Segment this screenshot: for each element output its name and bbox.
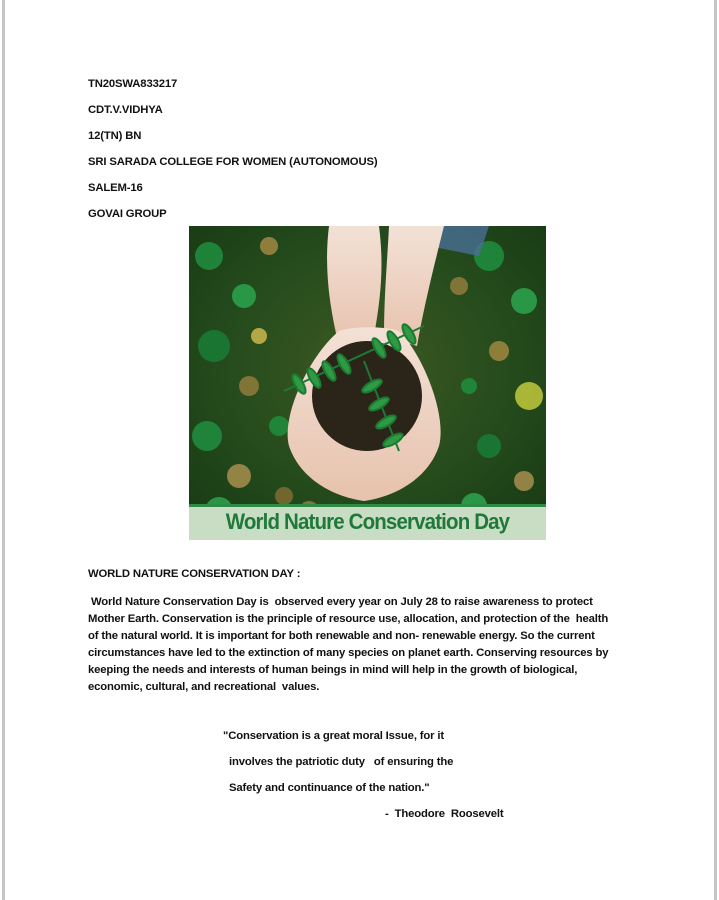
quote-line: involves the patriotic duty of ensuring the [229,756,454,768]
paragraph-line: Mother Earth. Conservation is the principle of resource use, allocation, and protection of the health [88,613,609,625]
cadet-id: TN20SWA833217 [88,78,178,90]
soil [312,341,422,451]
paragraph-line: economic, cultural, and recreational values. [88,681,320,693]
paragraph-line: circumstances have led to the extinction of many species on planet earth. Conserving resources by [88,647,609,659]
city: SALEM-16 [88,182,143,194]
cadet-name: CDT.V.VIDHYA [88,104,163,116]
section-heading: WORLD NATURE CONSERVATION DAY : [88,568,301,580]
group-name: GOVAI GROUP [88,208,167,220]
college-name: SRI SARADA COLLEGE FOR WOMEN (AUTONOMOUS) [88,156,378,168]
paragraph-line: World Nature Conservation Day is observed every year on July 28 to raise awareness to protect [88,596,593,608]
quote-line: "Conservation is a great moral Issue, for it [223,730,444,742]
document-page [5,0,714,900]
paragraph-line: keeping the needs and interests of human beings in mind will help in the growth of biological, [88,664,578,676]
body-paragraph [88,594,648,696]
paragraph-line: of the natural world. It is important for both renewable and non- renewable energy. So the current [88,630,595,642]
battalion: 12(TN) BN [88,130,142,142]
banner-title: World Nature Conservation Day [225,509,510,534]
quote-attribution: - Theodore Roosevelt [385,808,504,820]
hands-seedling-illustration [189,226,546,540]
banner-bar [189,504,546,507]
quote-line: Safety and continuance of the nation." [229,782,430,794]
conservation-day-image [189,226,546,540]
page-right-edge [714,0,717,900]
